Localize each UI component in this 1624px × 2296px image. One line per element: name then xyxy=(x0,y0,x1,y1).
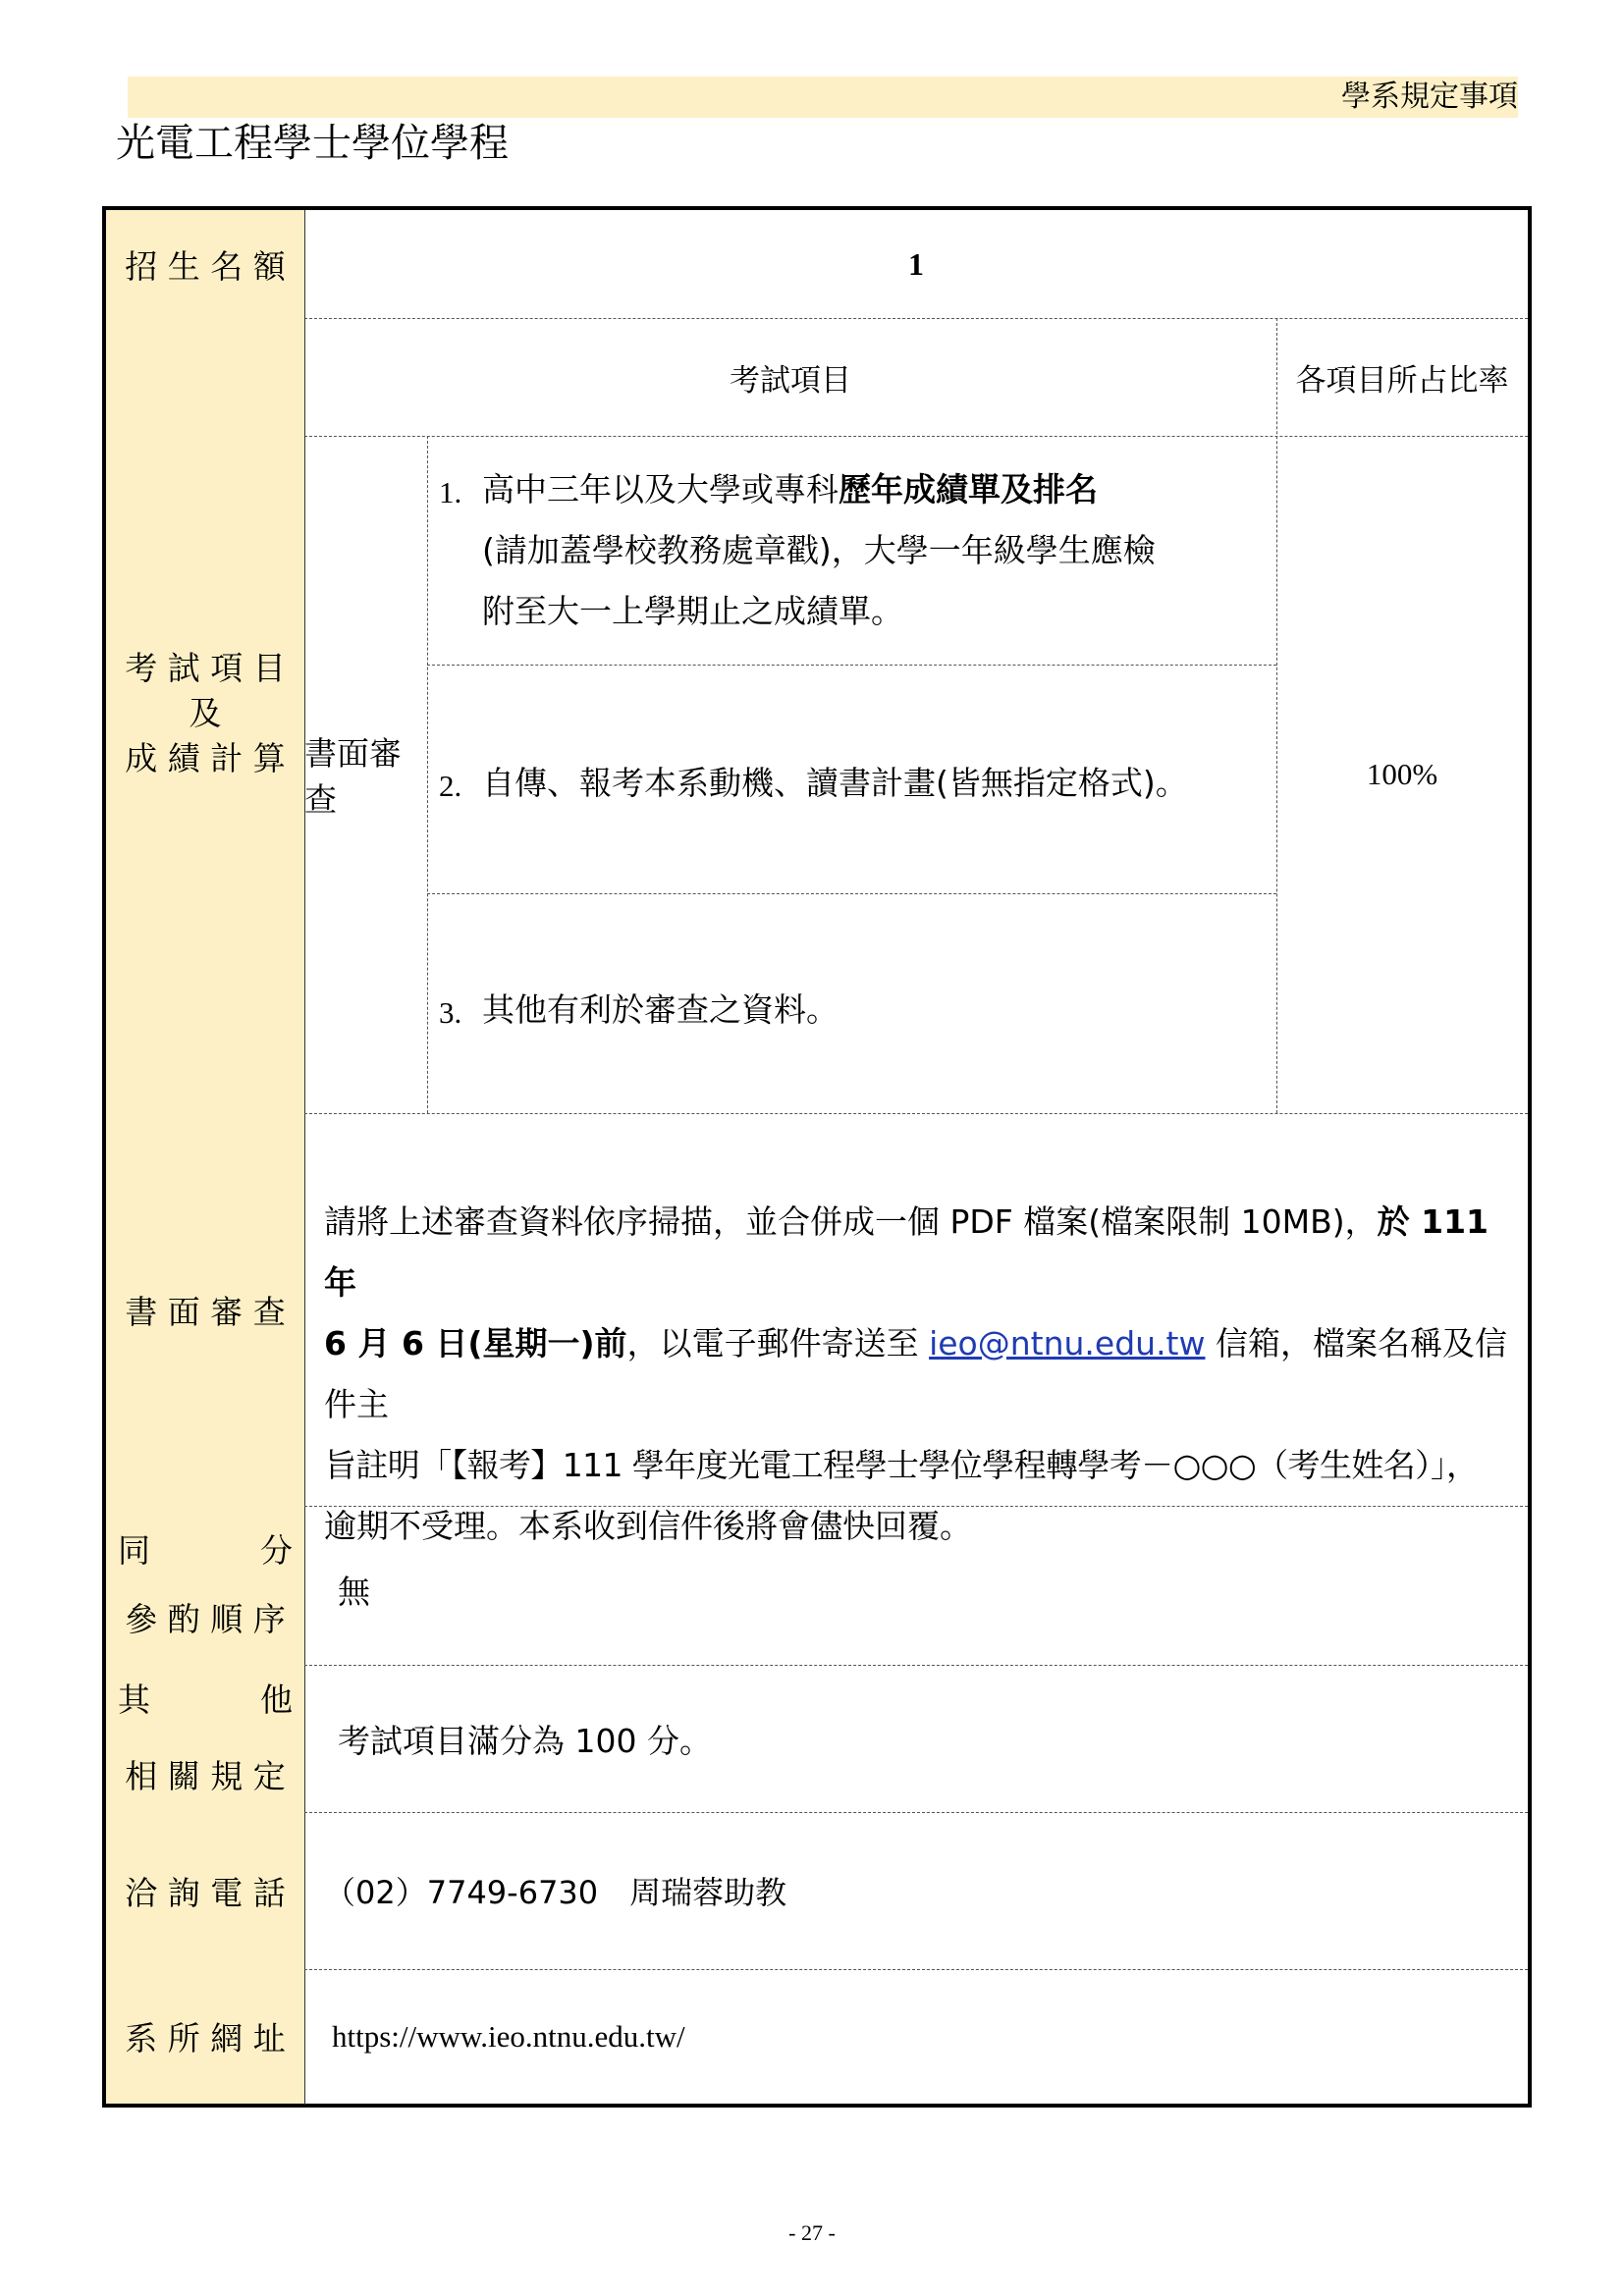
row-divider xyxy=(304,1665,1528,1666)
phone-label-cell xyxy=(106,1812,304,1969)
quota-label-cell xyxy=(106,210,304,318)
tie-value: 無 xyxy=(338,1573,370,1611)
tie-label-a2: 分 xyxy=(260,1531,293,1570)
phone-value: （02）7749-6730 周瑞蓉助教 xyxy=(324,1874,787,1911)
row-divider xyxy=(304,1113,1528,1114)
review-line4: 逾期不受理。本系收到信件後將會儘快回覆。 xyxy=(324,1507,972,1545)
item-2-text: 自傳、報考本系動機、讀書計畫(皆無指定格式)。 xyxy=(482,764,1188,802)
other-label-b: 相 關 規 定 xyxy=(125,1757,286,1795)
tie-label-a1: 同 xyxy=(118,1531,150,1570)
item-number: 2. xyxy=(439,769,462,803)
review-line2-b: 信箱，檔案名稱及信件主 xyxy=(324,1324,1507,1423)
item-1-text-bold: 歷年成績單及排名 xyxy=(839,470,1098,508)
method-text: 書面審查 xyxy=(304,734,402,819)
phone-label: 洽 詢 電 話 xyxy=(125,1873,286,1912)
item-1-text-a: 高中三年以及大學或專科 xyxy=(482,470,839,508)
website-link[interactable]: https://www.ieo.ntnu.edu.tw/ xyxy=(332,2018,685,2054)
method-cell xyxy=(304,436,427,1113)
quota-value-cell xyxy=(304,210,1528,318)
page-number: - 27 - xyxy=(788,2220,836,2245)
review-label: 書 面 審 查 xyxy=(125,1292,286,1331)
website-label: 系 所 網 址 xyxy=(125,2019,286,2057)
item-3-text: 其他有利於審查之資料。 xyxy=(482,990,839,1029)
website-value[interactable] xyxy=(332,1969,685,2104)
other-label-cell xyxy=(106,1665,304,1812)
col-header-items xyxy=(304,318,1276,436)
exam-item-2 xyxy=(427,665,1276,893)
exam-item-1 xyxy=(427,436,1276,665)
exam-label-line3: 成 績 計 算 xyxy=(125,739,286,777)
item-1-text-line2: (請加蓋學校教務處章戳)，大學一年級學生應檢 xyxy=(482,531,1156,569)
item-number: 1. xyxy=(439,475,462,509)
ratio-value: 100% xyxy=(1366,757,1438,791)
item-1-text-line3: 附至大一上學期止之成績單。 xyxy=(482,592,903,630)
row-divider xyxy=(304,1506,1528,1507)
website-label-cell xyxy=(106,1969,304,2104)
quota-label: 招 生 名 額 xyxy=(125,246,286,286)
exam-label-line1: 考 試 項 目 xyxy=(125,649,286,687)
col-header-ratio-text: 各項目所占比率 xyxy=(1295,362,1509,399)
col-header-ratio xyxy=(1276,318,1528,436)
tie-label-cell xyxy=(106,1506,304,1665)
tie-label-b: 參 酌 順 序 xyxy=(125,1600,286,1638)
other-label-a2: 他 xyxy=(260,1681,293,1719)
review-deadline-year: 於 111 年 xyxy=(324,1202,1489,1302)
exam-item-3 xyxy=(427,893,1276,1113)
review-line3: 旨註明「【報考】111 學年度光電工程學士學位學程轉學考－○○○（考生姓名）」， xyxy=(324,1446,1479,1484)
exam-label-cell xyxy=(106,318,304,1113)
page-title: 光電工程學士學位學程 xyxy=(116,121,509,166)
review-instructions xyxy=(324,1192,1512,1557)
header-band xyxy=(128,77,1518,118)
exam-label-line2: 及 xyxy=(189,694,222,732)
review-deadline-date: 6 月 6 日(星期一)前 xyxy=(324,1324,627,1362)
other-label-a1: 其 xyxy=(118,1681,150,1719)
quota-value: 1 xyxy=(908,245,924,282)
review-line2-a: ，以電子郵件寄送至 xyxy=(626,1324,930,1362)
admission-table xyxy=(102,206,1532,2108)
review-label-cell xyxy=(106,1113,304,1506)
review-line1: 請將上述審查資料依序掃描，並合併成一個 PDF 檔案(檔案限制 10MB)， xyxy=(324,1202,1378,1241)
col-header-items-text: 考試項目 xyxy=(730,362,851,399)
item-number: 3. xyxy=(439,995,462,1030)
other-value: 考試項目滿分為 100 分。 xyxy=(338,1722,712,1760)
email-link[interactable]: ieo@ntnu.edu.tw xyxy=(929,1324,1206,1362)
section-label: 學系規定事項 xyxy=(1341,80,1518,114)
ratio-cell xyxy=(1276,436,1528,1113)
